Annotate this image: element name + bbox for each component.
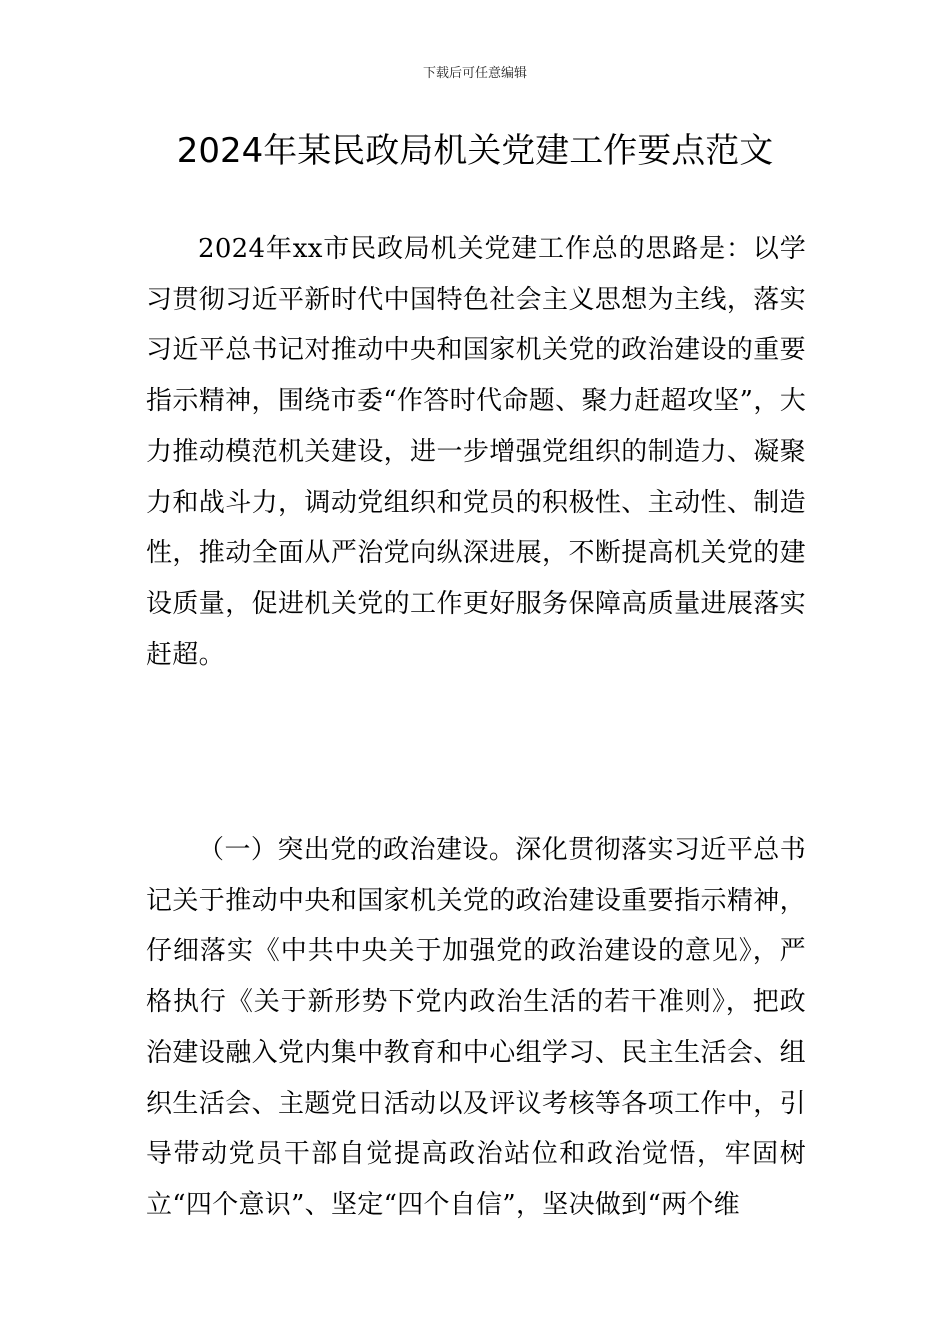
body-paragraph-1: 2024年xx市民政局机关党建工作总的思路是：以学习贯彻习近平新时代中国特色社会主义思想为主线，落实习近平总书记对推动中央和国家机关党的政治建设的重要指示精神，围绕市委“作答时代命题、聚力赶超攻坚”，大力推动模范机关建设，进一步增强党组织的制造力、凝聚力和战斗力，调动党组织和党员的积极性、主动性、制造性，推动全面从严治党向纵深进展，不断提高机关党的建设质量，促进机关党的工作更好服务保障高质量进展落实赶超。 — [146, 234, 806, 670]
body-paragraph-2: （一）突出党的政治建设。深化贯彻落实习近平总书记关于推动中央和国家机关党的政治建设重要指示精神，仔细落实《中共中央关于加强党的政治建设的意见》，严格执行《关于新形势下党内政治生活的若干准则》，把政治建设融入党内集中教育和中心组学习、民主生活会、组织生活会、主题党日活动以及评议考核等各项工作中，引导带动党员干部自觉提高政治站位和政治觉悟，牢固树立“四个意识”、坚定“四个自信”，坚决做到“两个维 — [146, 835, 806, 1220]
header-note: 下载后可任意编辑 — [422, 66, 527, 81]
document-title: 2024年某民政局机关党建工作要点范文 — [176, 131, 774, 171]
